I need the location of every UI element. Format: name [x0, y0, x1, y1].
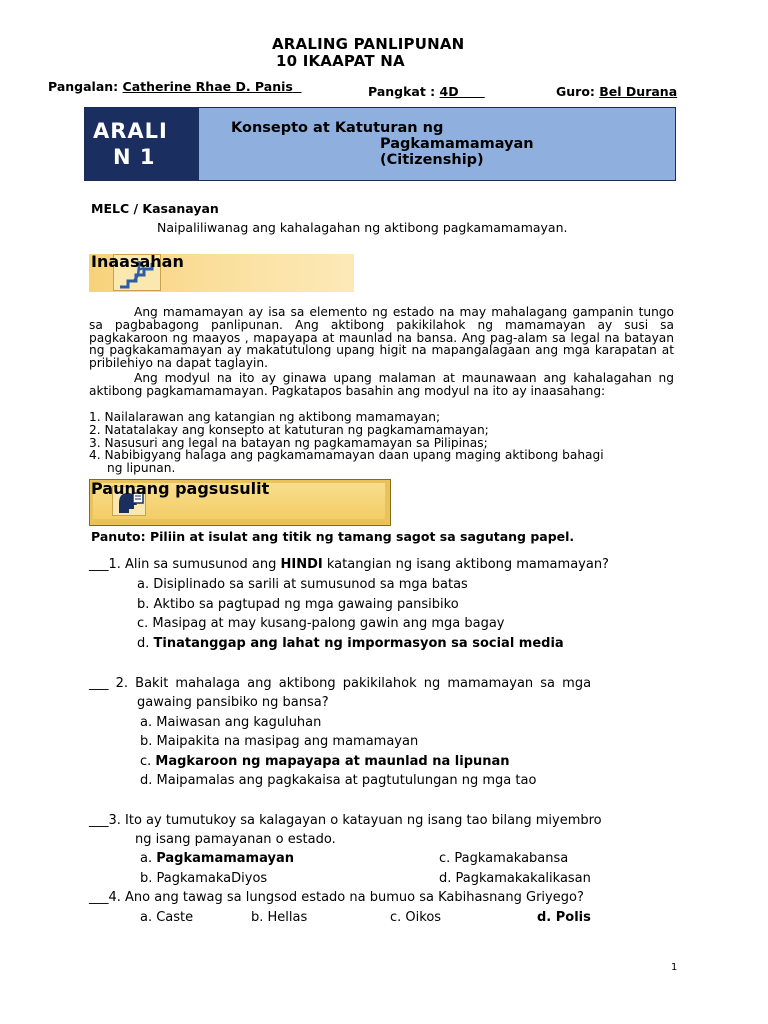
q2-option-a: a. Maiwasan ang kaguluhan	[140, 715, 322, 730]
lesson-number: ARALI N 1	[85, 108, 199, 180]
q1-option-d: d. Tinatanggap ang lahat ng impormasyon sa social media	[137, 636, 564, 651]
section-label: Pangkat :	[368, 84, 436, 99]
pretest-instruction: Panuto: Piliin at isulat ang titik ng tamang sagot sa sagutang papel.	[91, 529, 575, 544]
name-value: Catherine Rhae D. Panis	[122, 79, 293, 94]
teacher-label: Guro:	[556, 84, 595, 99]
document-subtitle: 10 IKAAPAT NA	[276, 52, 405, 70]
question-2-cont: gawaing pansibiko ng bansa?	[137, 695, 329, 710]
question-3-cont: ng isang pamayanan o estado.	[135, 832, 336, 847]
q2-option-c: c. Magkaroon ng mapayapa at maunlad na lipunan	[140, 754, 510, 769]
inaasahan-heading: Inaasahan	[91, 252, 184, 271]
objective-item: 2. Natatalakay ang konsepto at katuturan ng pagkamamamayan;	[89, 422, 489, 437]
question-2: ___ 2. Bakit mahalaga ang aktibong pakikilahok ng mamamayan sa mga	[89, 676, 592, 691]
q3-option-a: a. Pagkamamamayan	[140, 851, 294, 866]
name-line	[48, 79, 302, 94]
objectives-list	[89, 411, 604, 475]
melc-label: MELC / Kasanayan	[91, 201, 219, 216]
q4-option-b: b. Hellas	[251, 910, 308, 925]
intro-paragraph: Ang mamamayan ay isa sa elemento ng estado na may mahalagang gampanin tungo sa pagbabagong panlipunan. Ang aktibong pakikilahok ng mamamayan ay susi sa pagkakaroon ng maayos , mapayapa at maunlad na bansa. Ang pag-alam sa legal na batayan ng pagkakamamayan ay makatutulong upang higit na mapangalagaan ang mga karapatan at pribilehiyo na dapat taglayin.	[89, 305, 674, 371]
lesson-topic	[199, 108, 675, 180]
q1-option-a: a. Disiplinado sa sarili at sumusunod sa mga batas	[137, 577, 468, 592]
q1-option-b: b. Aktibo sa pagtupad ng mga gawaing pansibiko	[137, 597, 459, 612]
melc-text: Naipaliliwanag ang kahalagahan ng aktibong pagkamamamayan.	[157, 220, 568, 235]
q4-option-a: a. Caste	[140, 910, 194, 925]
objective-item: 3. Nasusuri ang legal na batayan ng pagkamamayan sa Pilipinas;	[89, 435, 488, 450]
topic-line2: Pagkamamamayan	[380, 136, 534, 152]
document-title: ARALING PANLIPUNAN	[272, 35, 465, 53]
pretest-heading: Paunang pagsusulit	[91, 479, 270, 498]
q3-option-d: d. Pagkamakakalikasan	[439, 871, 591, 886]
q2-option-b: b. Maipakita na masipag ang mamamayan	[140, 734, 419, 749]
teacher-value: Bel Durana	[599, 84, 678, 99]
q2-option-d: d. Maipamalas ang pagkakaisa at pagtutulungan ng mga tao	[140, 773, 537, 788]
objective-item: 1. Nailalarawan ang katangian ng aktibong mamamayan;	[89, 410, 441, 424]
lesson-box	[84, 107, 676, 181]
name-label: Pangalan:	[48, 79, 119, 94]
question-4: ___4. Ano ang tawag sa lungsod estado na bumuo sa Kabihasnang Griyego?	[89, 890, 584, 905]
topic-line3: (Citizenship)	[380, 152, 484, 168]
question-1: ___1. Alin sa sumusunod ang HINDI katangian ng isang aktibong mamamayan?	[89, 557, 609, 572]
module-paragraph: Ang modyul na ito ay ginawa upang malaman at maunawaan ang kahalagahan ng aktibong pagkamamamayan. Pagkatapos basahin ang modyul na ito ay inaasahang:	[89, 371, 674, 398]
section-value: 4D	[439, 84, 459, 99]
section-line	[368, 84, 485, 99]
objective-item: ng lipunan.	[107, 461, 176, 476]
q4-option-d: d. Polis	[537, 910, 591, 925]
question-3: ___3. Ito ay tumutukoy sa kalagayan o katayuan ng isang tao bilang miyembro	[89, 813, 602, 828]
teacher-line	[556, 84, 677, 99]
objective-item: 4. Nabibigyang halaga ang pagkamamamayan daan upang maging aktibong bahagi	[89, 448, 604, 463]
topic-line1: Konsepto at Katuturan ng	[231, 120, 444, 136]
q3-option-b: b. PagkamakaDiyos	[140, 871, 268, 886]
q4-option-c: c. Oikos	[390, 910, 442, 925]
q1-option-c: c. Masipag at may kusang-palong gawin ang mga bagay	[137, 616, 505, 631]
page-number: 1	[671, 962, 678, 973]
q3-option-c: c. Pagkamakabansa	[439, 851, 569, 866]
